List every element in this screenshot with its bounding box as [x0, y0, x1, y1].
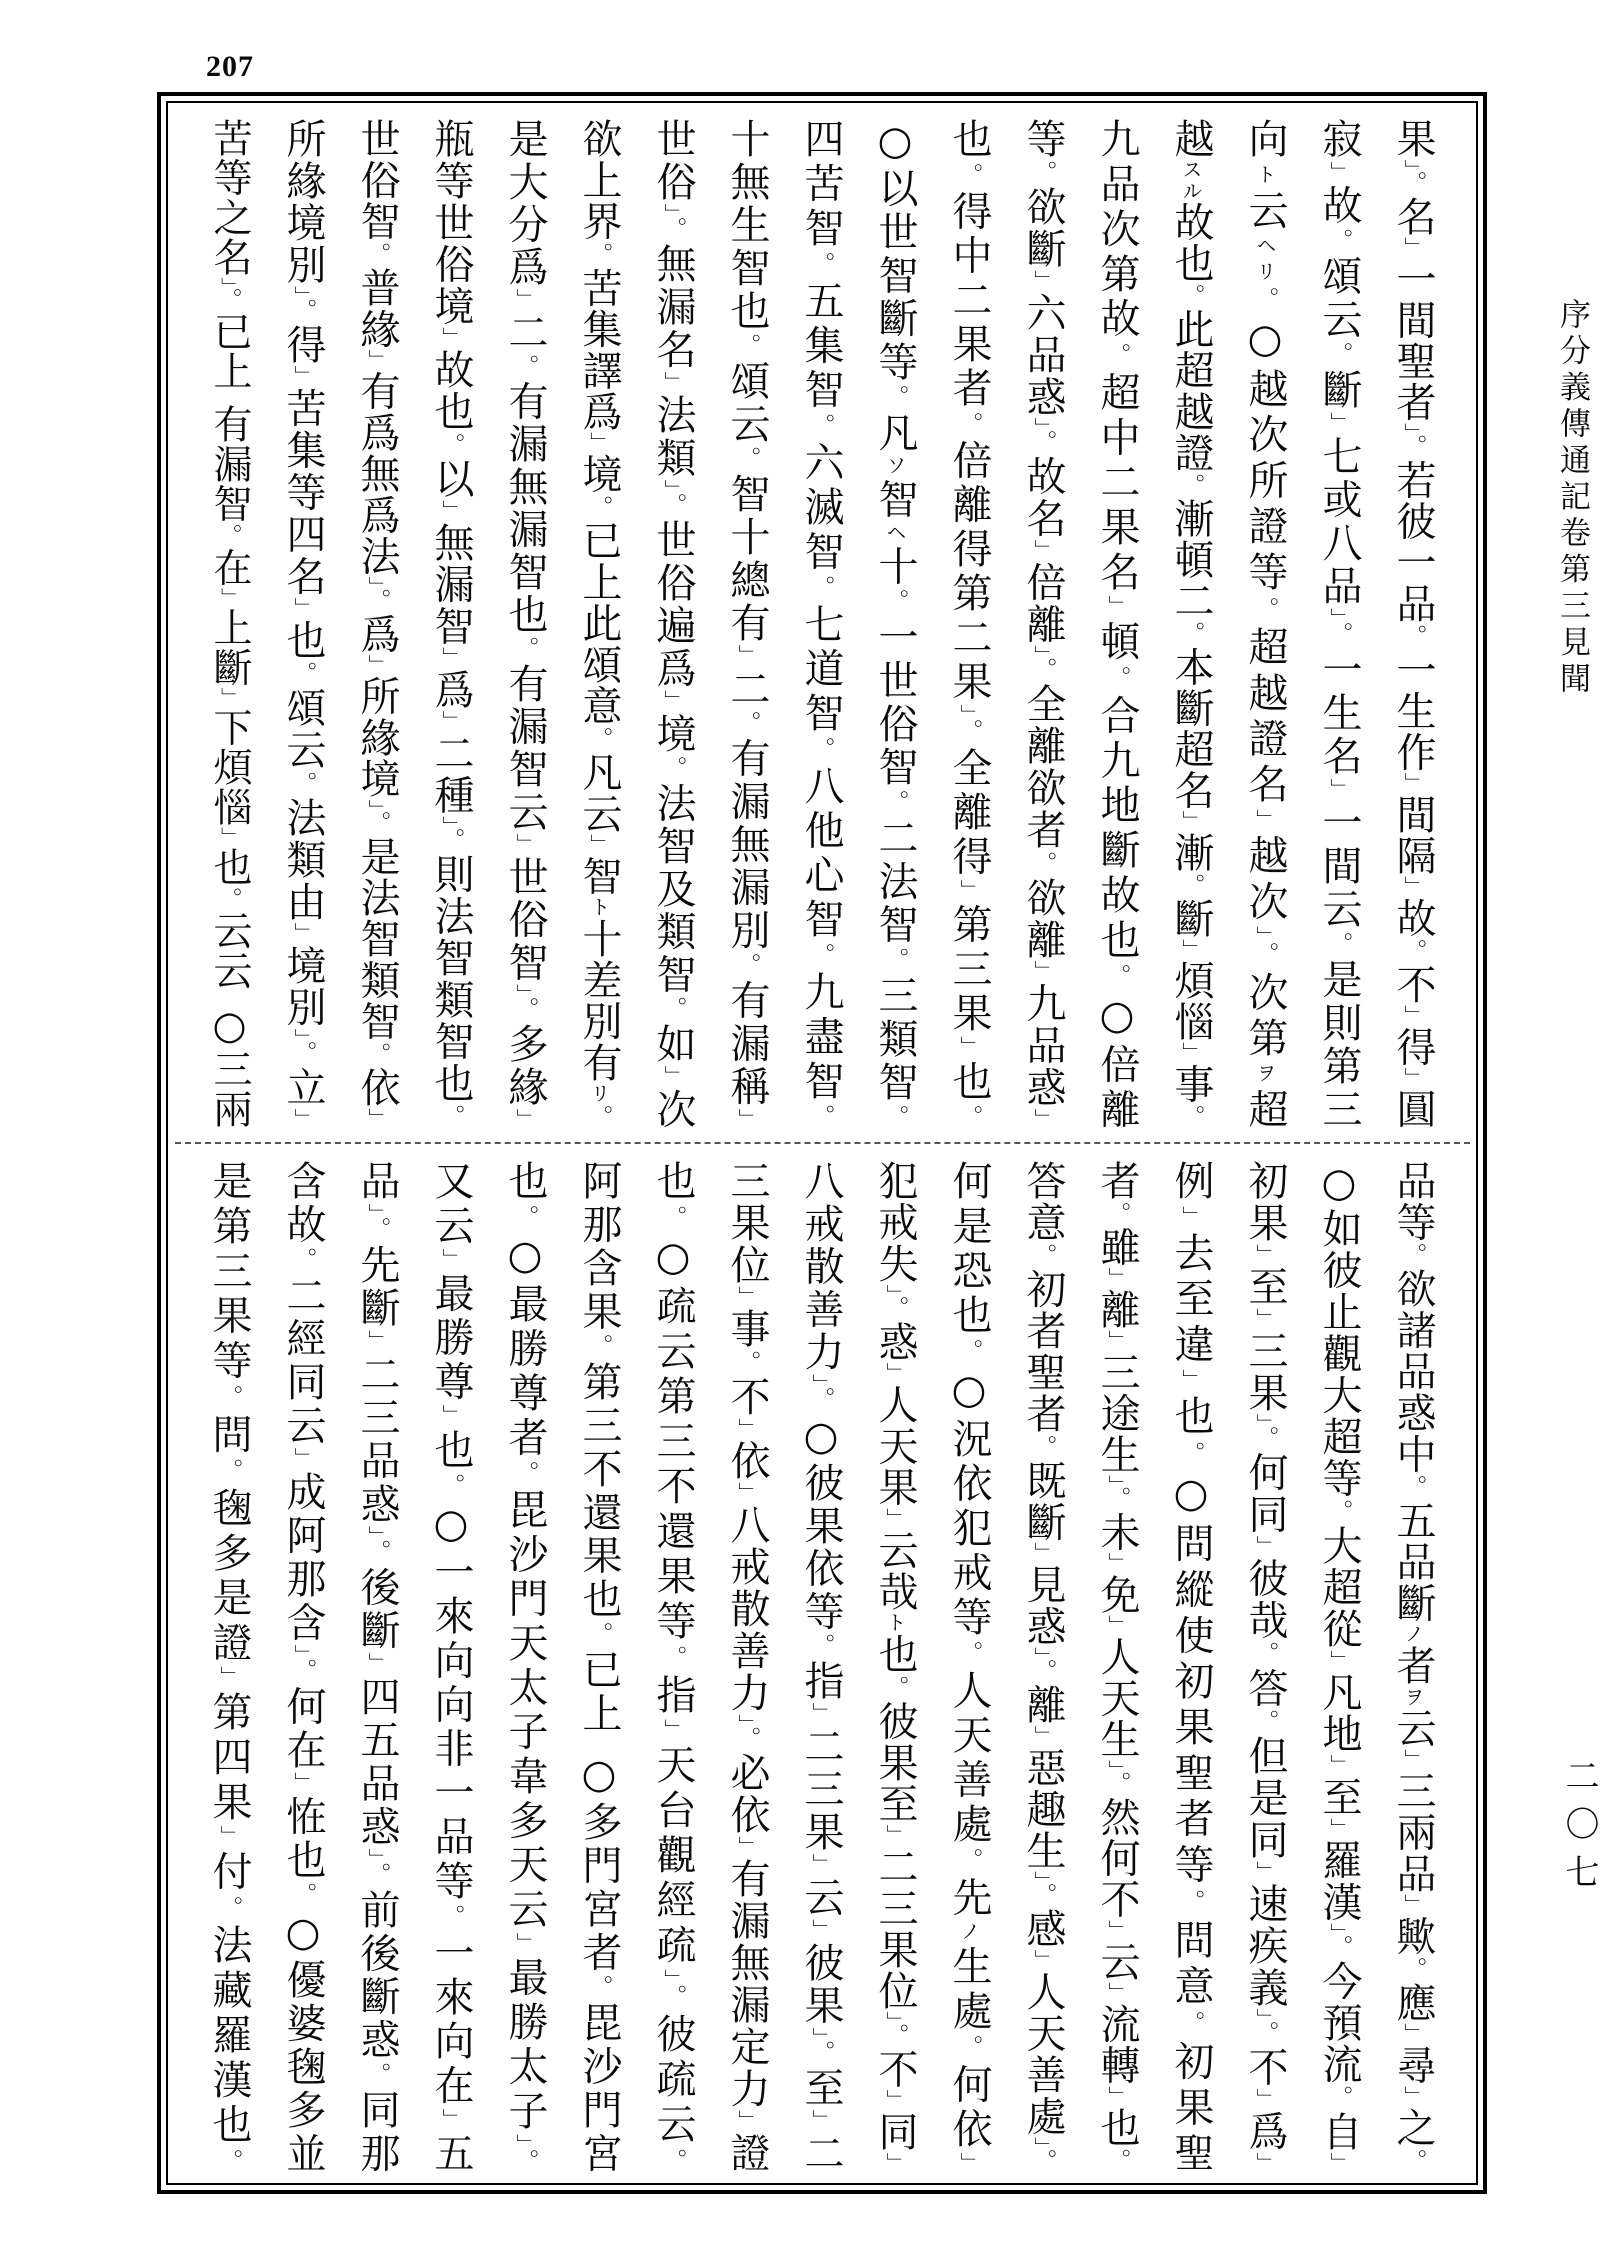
section-divider: [175, 1142, 1470, 1144]
text-column: 欲上界。苦集譯爲」境。已上此頌意。凡云」智ト十差別有リ。: [576, 118, 622, 1128]
side-page-number: 二〇七: [1559, 1758, 1599, 1888]
text-column: ○以世智斷等。凡ソ智ヘ十。一世俗智。二法智。三類智。: [872, 118, 918, 1128]
text-column: 是大分爲」二。有漏無漏智也。有漏智云」世俗智」。多緣」: [502, 118, 548, 1128]
text-column: 品」。先斷」二三品惑」。後斷」四五品惑」。前後斷惑。同那: [354, 1160, 400, 2172]
text-column: 向ト云ヘリ。○越次所證等。超越證名」越次」。次第ヲ超: [1242, 118, 1288, 1128]
text-column: 瓶等世俗境」故也。以」無漏智」爲」二種」。則法智類智也。: [428, 118, 474, 1128]
text-column: 果」。名」一間聖者」。若彼一品。一生作」間隔」故。不」得」圓: [1390, 118, 1436, 1128]
text-column: 苦等之名」。已上 有漏智。在」上斷」下煩惱」也。云云 ○三兩: [207, 118, 252, 1128]
text-column: 九品次第故。超中二果名」頓。合九地斷故也。○倍離: [1094, 118, 1140, 1128]
text-column: 寂」故。頌云。斷」七或八品」。一生名」一間云。是則第三: [1316, 118, 1362, 1128]
text-column: 四苦智。五集智。六滅智。七道智。八他心智。九盡智。: [798, 118, 844, 1128]
text-column: 含故。二經同云」成阿那含」。何在」恠也。○優婆毱多並: [280, 1160, 326, 2172]
text-column: 也。○疏云第三不還果等。指」天台觀經疏」。彼疏云。: [650, 1160, 696, 2172]
text-column: 是第三果等。問。毱多是證」第四果」付。法藏羅漢也。: [206, 1160, 252, 2172]
page-number-top: 207: [206, 50, 254, 83]
text-column: 例」去至違」也。○問縱使初果聖者等。問意。初果聖: [1168, 1160, 1214, 2172]
text-column: 十無生智也。頌云。智十總有」二。有漏無漏別。有漏稱」: [724, 118, 770, 1128]
side-running-title: 序分義傳通記卷第三見聞: [1554, 298, 1590, 693]
text-column: 何是恐也。○況依犯戒等。人天善處。先ノ生處。何依」: [946, 1160, 992, 2172]
text-column: 三果位」事。不」依」八戒散善力」。必依」有漏無漏定力」證: [724, 1160, 770, 2172]
text-column: 阿那含果。第三不還果也。已上 ○多門宮者。毘沙門宮: [576, 1160, 622, 2172]
upper-section: [192, 118, 1450, 1128]
text-column: 也。○最勝尊者。毘沙門天太子韋多天云」最勝太子」。: [502, 1160, 548, 2172]
text-column: 世俗」。無漏名」法類」。世俗遍爲」境。法智及類智。如」次: [650, 118, 696, 1128]
text-column: 所緣境別」。得」苦集等四名」也。頌云。法類由」境別」。立」: [280, 118, 326, 1128]
text-column: 初果」至」三果」。何同」彼哉。答。但是同」速疾義」。不」爲」: [1242, 1160, 1288, 2172]
text-column: 越スル故也。此超越證。漸頓二。本斷超名」漸。斷」煩惱」事。: [1168, 118, 1214, 1128]
text-column: ○如彼止觀大超等。大超從」凡地」至」羅漢」。今預流。自」: [1316, 1160, 1362, 2172]
text-column: 答意。初者聖者。既斷」見惑」。離」惡趣生」。感」人天善處」。: [1020, 1160, 1066, 2172]
text-column: 犯戒失」。惑」人天果」云哉ト也。彼果至」二三果位」。不」同」: [872, 1160, 918, 2172]
text-column: 者。雖」離」三途生」。未」免」人天生」。然何不」云」流轉」也。: [1094, 1160, 1140, 2172]
text-column: 又云」最勝尊」也。○一來向向非一品等。一來向在」五: [428, 1160, 474, 2172]
lower-section: [192, 1160, 1450, 2172]
text-column: 等。欲斷」六品惑」。故名」倍離」。全離欲者。欲離」九品惑」: [1020, 118, 1066, 1128]
text-column: 八戒散善力」。○彼果依等。指」二三果」云」彼果」。至」二: [798, 1160, 844, 2172]
text-column: 品等。欲諸品惑中。五品斷ノ者ヲ云」三兩品」歟。應」尋」之。: [1390, 1160, 1436, 2172]
text-column: 也。得中二果者。倍離得第二果」。全離得」第三果」也。: [946, 118, 992, 1128]
text-column: 世俗智。普緣」有爲無爲法」。爲」所緣境」。是法智類智。依」: [354, 118, 400, 1128]
